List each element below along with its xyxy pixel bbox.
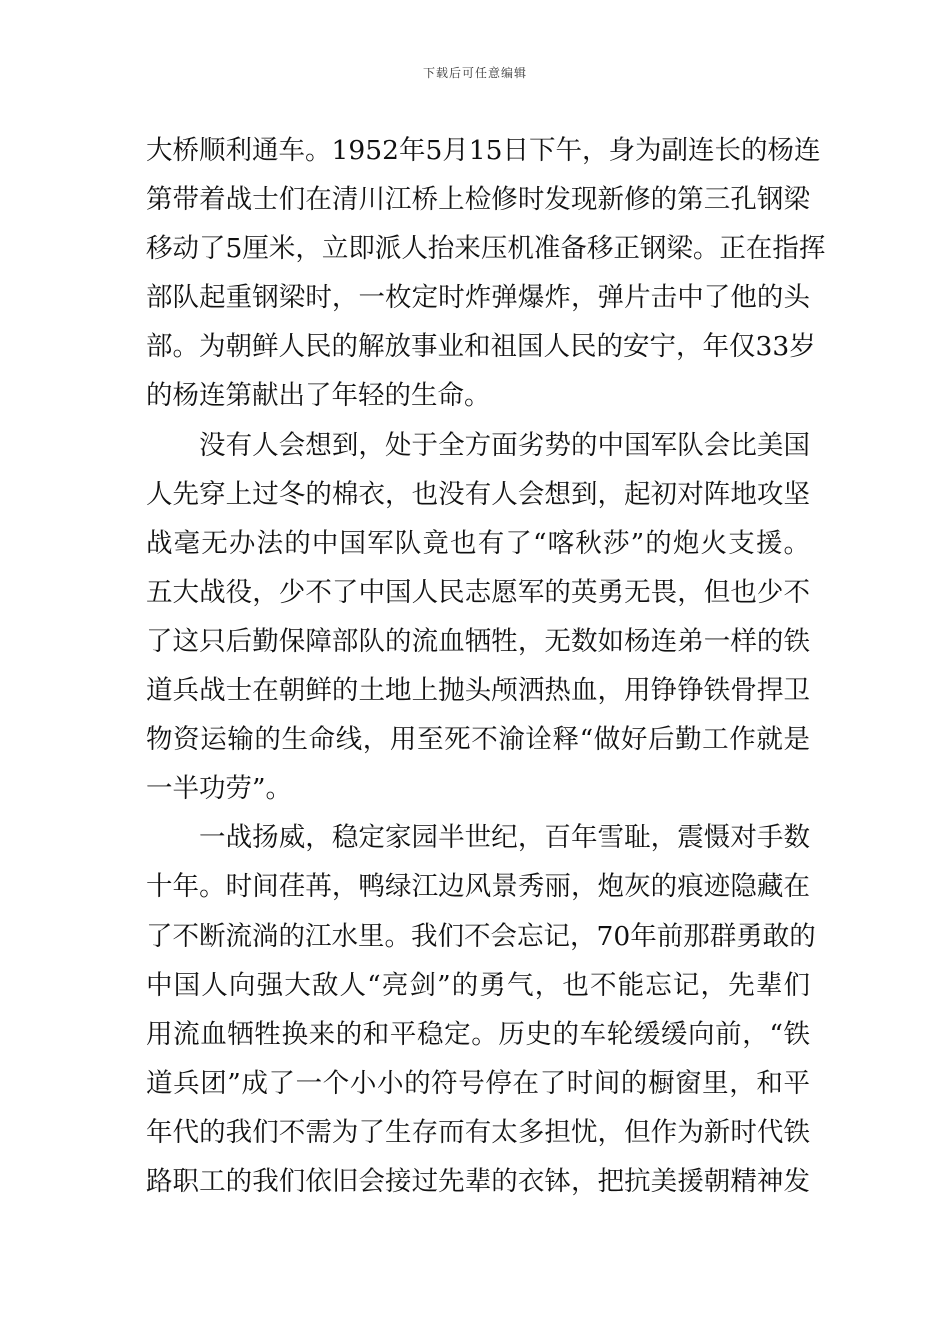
text-line: 部队起重钢梁时，一枚定时炸弹爆炸，弹片击中了他的头	[146, 282, 810, 314]
document-body	[146, 126, 826, 1206]
text-line: 人先穿上过冬的棉衣，也没有人会想到，起初对阵地攻坚	[146, 478, 810, 510]
paragraph-1	[146, 126, 826, 421]
text-line: 道兵战士在朝鲜的土地上抛头颅洒热血，用铮铮铁骨捍卫	[146, 675, 810, 707]
text-line: 一战扬威，稳定家园半世纪，百年雪耻，震慑对手数	[199, 822, 810, 854]
text-line: 物资运输的生命线，用至死不渝诠释“做好后勤工作就是	[146, 724, 810, 756]
text-line: 一半功劳”。	[146, 773, 293, 805]
page-header-caption: 下载后可任意编辑	[422, 66, 527, 80]
paragraph-2	[146, 421, 810, 814]
text-line: 中国人向强大敌人“亮剑”的勇气，也不能忘记，先辈们	[146, 969, 810, 1001]
text-line: 的杨连第献出了年轻的生命。	[146, 380, 491, 412]
text-line: 道兵团”成了一个小小的符号停在了时间的橱窗里，和平	[146, 1067, 810, 1099]
text-line: 年代的我们不需为了生存而有太多担忧，但作为新时代铁	[146, 1116, 810, 1148]
text-line: 移动了5厘米，立即派人抬来压机准备移正钢梁。正在指挥	[146, 233, 826, 265]
text-line: 没有人会想到，处于全方面劣势的中国军队会比美国	[199, 429, 810, 461]
text-line: 大桥顺利通车。1952年5月15日下午，身为副连长的杨连	[146, 135, 821, 166]
text-line: 用流血牺牲换来的和平稳定。历史的车轮缓缓向前，“铁	[146, 1018, 810, 1050]
text-line: 了不断流淌的江水里。我们不会忘记，70年前那群勇敢的	[146, 920, 816, 952]
text-line: 十年。时间荏苒，鸭绿江边风景秀丽，炮灰的痕迹隐藏在	[146, 871, 810, 903]
text-line: 部。为朝鲜人民的解放事业和祖国人民的安宁，年仅33岁	[146, 331, 816, 363]
paragraph-3	[146, 813, 816, 1206]
text-line: 路职工的我们依旧会接过先辈的衣钵，把抗美援朝精神发	[146, 1165, 810, 1197]
text-line: 战毫无办法的中国军队竟也有了“喀秋莎”的炮火支援。	[146, 527, 810, 559]
text-line: 第带着战士们在清川江桥上检修时发现新修的第三孔钢梁	[146, 184, 810, 216]
text-line: 五大战役，少不了中国人民志愿军的英勇无畏，但也少不	[146, 576, 810, 608]
text-line: 了这只后勤保障部队的流血牺牲，无数如杨连弟一样的铁	[146, 625, 810, 657]
